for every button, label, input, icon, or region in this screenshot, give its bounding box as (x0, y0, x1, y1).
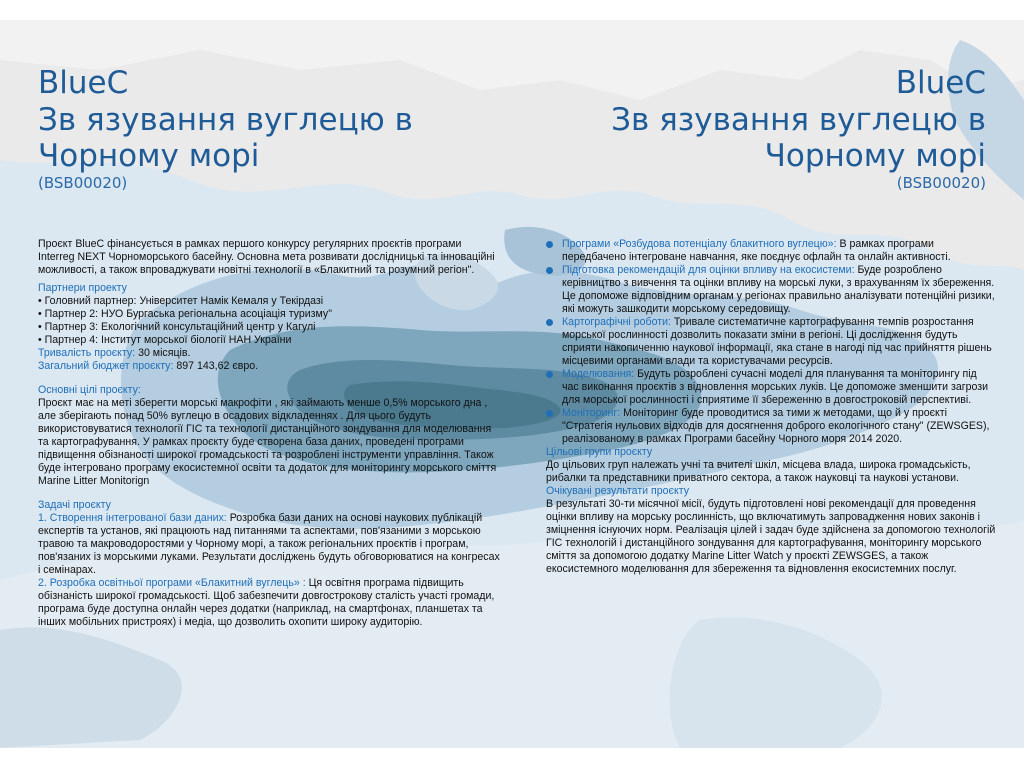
task-2 (38, 577, 500, 629)
bullet-dot-icon (546, 319, 553, 326)
right-project-code: (BSB00020) (896, 174, 986, 192)
bullet-text: Моніторинг буде проводитися за тими ж методами, що й у проєкті "Стратегія нульових відходів для досягнення доброго екологічного стану" (ZEWSGES), реалізованому в рамках Програми басейну Чорного моря 2014 2020. (562, 407, 990, 445)
bullet-text: Тривале систематичне картографування темпів розростання морської рослинності дозволить показати зміни в регіоні. Ці дослідження будуть сприяти накопиченню наукової інформації, яка стане в нагоді під час прийняття рішень місцевими органами влади та користувачами ресурсів. (562, 316, 992, 367)
left-brand-title: BlueC (38, 65, 129, 101)
left-text-column (38, 238, 500, 634)
task-1 (38, 512, 500, 577)
bullet-dot-icon (546, 267, 553, 274)
left-project-code: (BSB00020) (38, 174, 128, 192)
poster-spread (0, 20, 1024, 748)
goals-paragraph: Проєкт має на меті зберегти морські макрофіти , які займають менше 0,5% морського дна , але зберігають понад 50% вуглецю в осадових відкладеннях . Для цього будуть використовуватися технології ГІС та технології дистанційного зондування для моделювання та картографування. У рамках проєкту буде створена база даних, проведені програми підвищення обізнаності широкої громадськості та розроблені інструменти управління. Також буде інтегровано програму екосистемної освіти та додаток для моніторингу морського сміття Marine Litter Monitorign (38, 397, 497, 487)
bullet-text: В рамках програми передбачено інтегроване навчання, яке поєднує офлайн та онлайн активності. (562, 238, 951, 263)
left-title-block (38, 64, 498, 192)
bullet-label: Програми «Розбудова потенціалу блакитного вуглецю»: (562, 238, 837, 250)
bullet-text: Буде розроблено керівництво з вивчення та оцінки впливу на морські луки, з врахуванням їх збереження. Це допоможе відповідним органам у регіонах правильно аналізувати потенційні ризики, які можуть зашкодити морському середовищу. (562, 264, 995, 315)
target-groups-heading: Цільові групи проєкту (546, 446, 653, 458)
partners-list (38, 295, 500, 347)
expected-results-paragraph: В результаті 30-ти місячної місії, будуть підготовлені нові рекомендації для проведення оцінки впливу на морську рослинність, що включатимуть запровадження нових законів і зміцнення існуючих норм. Реалізація цілей і задач буде здійснена за допомогою технологій ГІС технологій і дистанційного зондування для картографування, моніторингу морського сміття за допомогою додатку Marine Litter Watch у проєкті ZEWSGES, а також екосистемного моделювання для збереження та відновлення екосистемних послуг. (546, 498, 996, 575)
duration-line (38, 347, 500, 360)
right-text-column (546, 238, 996, 581)
budget-value: 897 143,62 євро. (173, 360, 259, 372)
partners-heading: Партнери проекту (38, 282, 127, 294)
intro-paragraph: Проєкт BlueC фінансується в рамках першого конкурсу регулярних проєктів програми Interreg NEXT Чорноморського басейну. Основна мета розвивати дослідницькі та інноваційні можливості, а також впроваджувати новітні технології в «Блакитний та розумний регіон". (38, 238, 495, 276)
tasks-heading: Задачі проєкту (38, 499, 111, 511)
bullet-label: Картографічні роботи: (562, 316, 671, 328)
bullet-item (546, 264, 996, 316)
partner-item: • Партнер 2: НУО Бургаська регіональна асоціація туризму" (38, 308, 332, 320)
right-brand-title: BlueC (895, 65, 986, 101)
right-title-block (526, 64, 986, 192)
bullet-dot-icon (546, 241, 553, 248)
bullet-dot-icon (546, 410, 553, 417)
bullet-label: Моделювання: (562, 368, 635, 380)
task-1-label: 1. Створення інтегрованої бази даних: (38, 512, 227, 524)
bullet-item (546, 238, 996, 264)
left-title-line2: Чорному морі (38, 138, 260, 174)
goals-heading: Основні цілі проєкту: (38, 384, 141, 396)
task-1-text: Розробка бази даних на основі наукових публікацій експертів та установ, які працюють над питаннями та аспектами, пов'язаними з морською травою та макроводоростями у Чорному морі, а також регіональних проєктів і програм, пов'язаних із морськими луками. Результати досліджень будуть обговорюватися на конгресах і семінарах. (38, 512, 500, 576)
bullet-item (546, 316, 996, 368)
bullet-label: Моніторинг: (562, 407, 621, 419)
bullet-item (546, 368, 996, 407)
duration-value: 30 місяців. (135, 347, 191, 359)
expected-results-heading: Очікувані результати проєкту (546, 485, 689, 497)
bullet-text: Будуть розроблені сучасні моделі для планування та моніторингу під час виконання проєктів з відновлення морських луків. Це допоможе зменшити загрози для морської рослинності і сприятиме її збереженню в довгостроковій перспективі. (562, 368, 989, 406)
bullet-item (546, 407, 996, 446)
partner-item: • Партнер 3: Екологічний консультаційний центр у Кагулі (38, 321, 316, 333)
bullet-dot-icon (546, 371, 553, 378)
bullet-label: Підготовка рекомендацій для оцінки впливу на екосистеми: (562, 264, 855, 276)
left-title-line1: Зв язування вуглецю в (38, 102, 413, 138)
duration-label: Тривалість проєкту: (38, 347, 136, 359)
right-title-line2: Чорному морі (764, 138, 986, 174)
partner-item: • Головний партнер: Університет Намік Кемаля у Текірдазі (38, 295, 324, 307)
right-title-line1: Зв язування вуглецю в (611, 102, 986, 138)
budget-line (38, 360, 500, 373)
target-groups-paragraph: До цільових груп належать учні та вчителі шкіл, місцева влада, широка громадськість, рибалки та представники приватного сектора, а також науковці та наукові установи. (546, 459, 971, 484)
task-2-text: Ця освітня програма підвищить обізнаність широкої громадськості. Щоб забезпечити довгострокову сталість участі громади, програма буде доступна онлайн через додатки (наприклад, на смартфонах, планшетах та інших мобільних пристроях) і медіа, що дозволить охопити широку аудиторію. (38, 577, 495, 628)
budget-label: Загальний бюджет проєкту: (38, 360, 174, 372)
task-2-label: 2. Розробка освітньої програми «Блакитний вуглець» : (38, 577, 306, 589)
partner-item: • Партнер 4: Інститут морської біології НАН України (38, 334, 292, 346)
